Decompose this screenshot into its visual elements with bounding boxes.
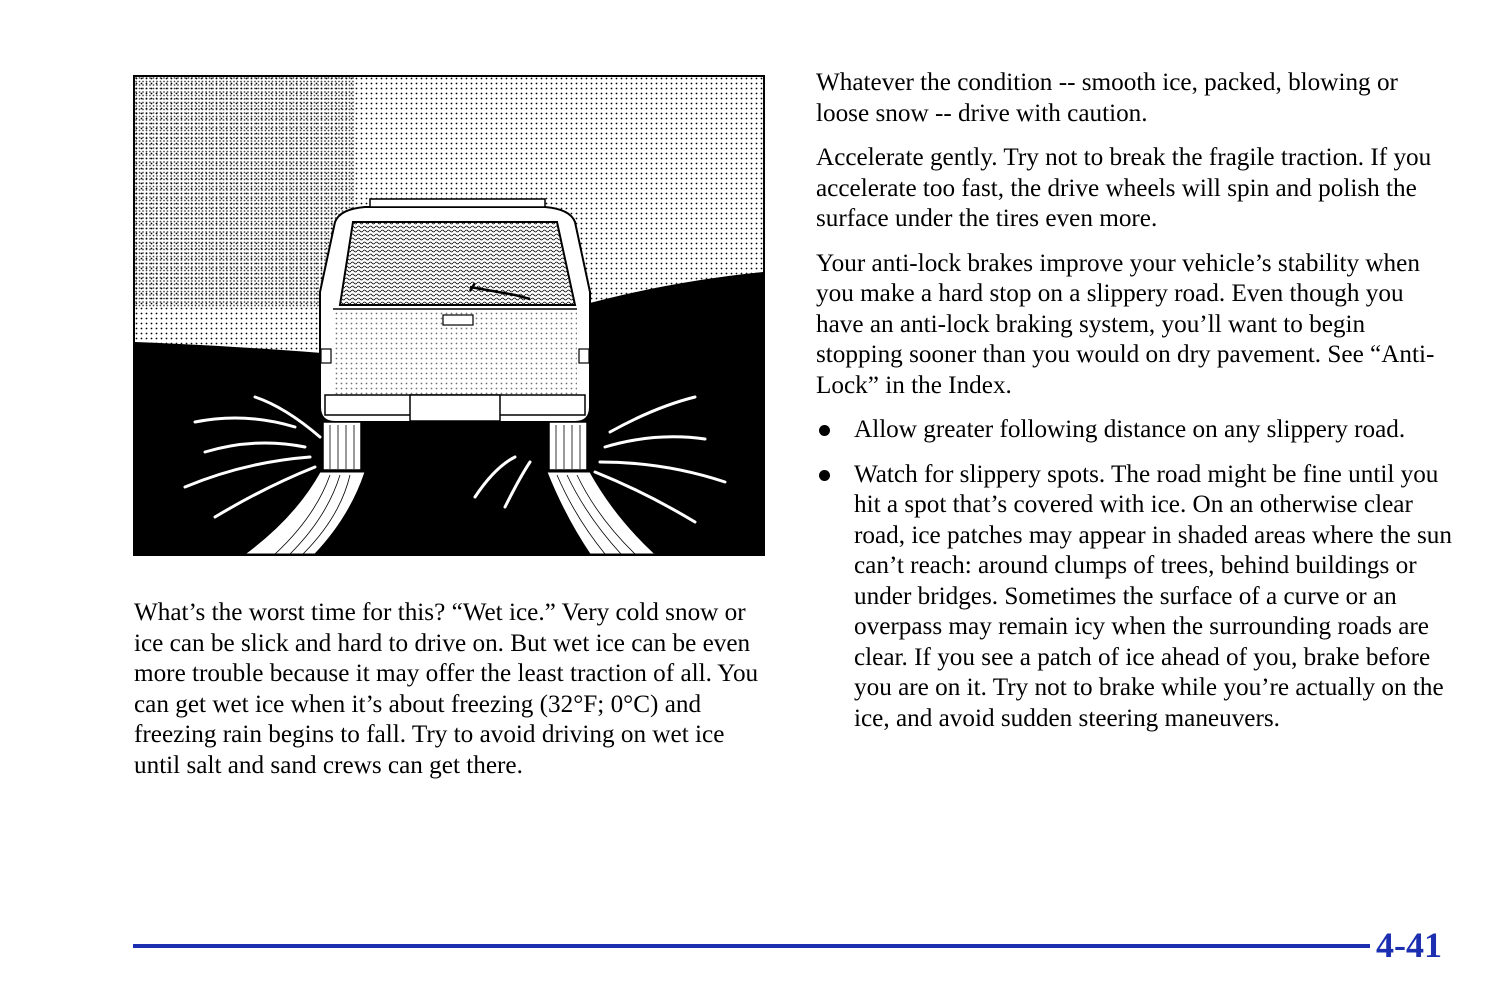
right-column — [816, 68, 1456, 748]
paragraph-anti-lock-brakes: Your anti-lock brakes improve your vehicle’s stability when you make a hard stop on a slippery road. Even though you have an anti-lock braking system, you’ll want to begin stopping sooner than you would on dry pavement. See “Anti-Lock” in the Index. — [816, 249, 1435, 399]
bullet-icon — [819, 425, 830, 436]
vehicle-on-ice-illustration — [133, 75, 765, 556]
bullet-list — [816, 415, 1456, 734]
paragraph-condition-caution: Whatever the condition -- smooth ice, packed, blowing or loose snow -- drive with caution. — [816, 69, 1398, 127]
bullet-text-slippery-spots: Watch for slippery spots. The road might be fine until you hit a spot that’s covered with ice. On an otherwise clear road, ice patches may appear in shaded areas where the sun can’t reach: around clumps of trees, behind buildings or under bridges. Sometimes the surface of a curve or an overpass may remain icy when the surrounding roads are clear. If you see a patch of ice ahead of you, brake before you are on it. Try not to brake while you’re actually on the ice, and avoid sudden steering maneuvers. — [854, 460, 1452, 732]
paragraph-accelerate-gently: Accelerate gently. Try not to break the fragile traction. If you accelerate too fast, the drive wheels will spin and polish the surface under the tires even more. — [816, 144, 1432, 232]
footer-rule — [133, 944, 1370, 948]
wet-ice-caption: What’s the worst time for this? “Wet ice.” Very cold snow or ice can be slick and hard to drive on. But wet ice can be even more trouble because it may offer the least traction of all. You can get wet ice when it’s about freezing (32°F; 0°C) and freezing rain begins to fall. Try to avoid driving on wet ice until salt and sand crews can get there. — [134, 599, 759, 779]
list-item — [816, 415, 1456, 446]
page-number: 4-41 — [1376, 925, 1442, 965]
list-item — [816, 460, 1456, 735]
bullet-text-following-distance: Allow greater following distance on any slippery road. — [854, 416, 1406, 443]
suv-rear-view-drawing — [135, 77, 763, 554]
bullet-icon — [819, 470, 830, 481]
